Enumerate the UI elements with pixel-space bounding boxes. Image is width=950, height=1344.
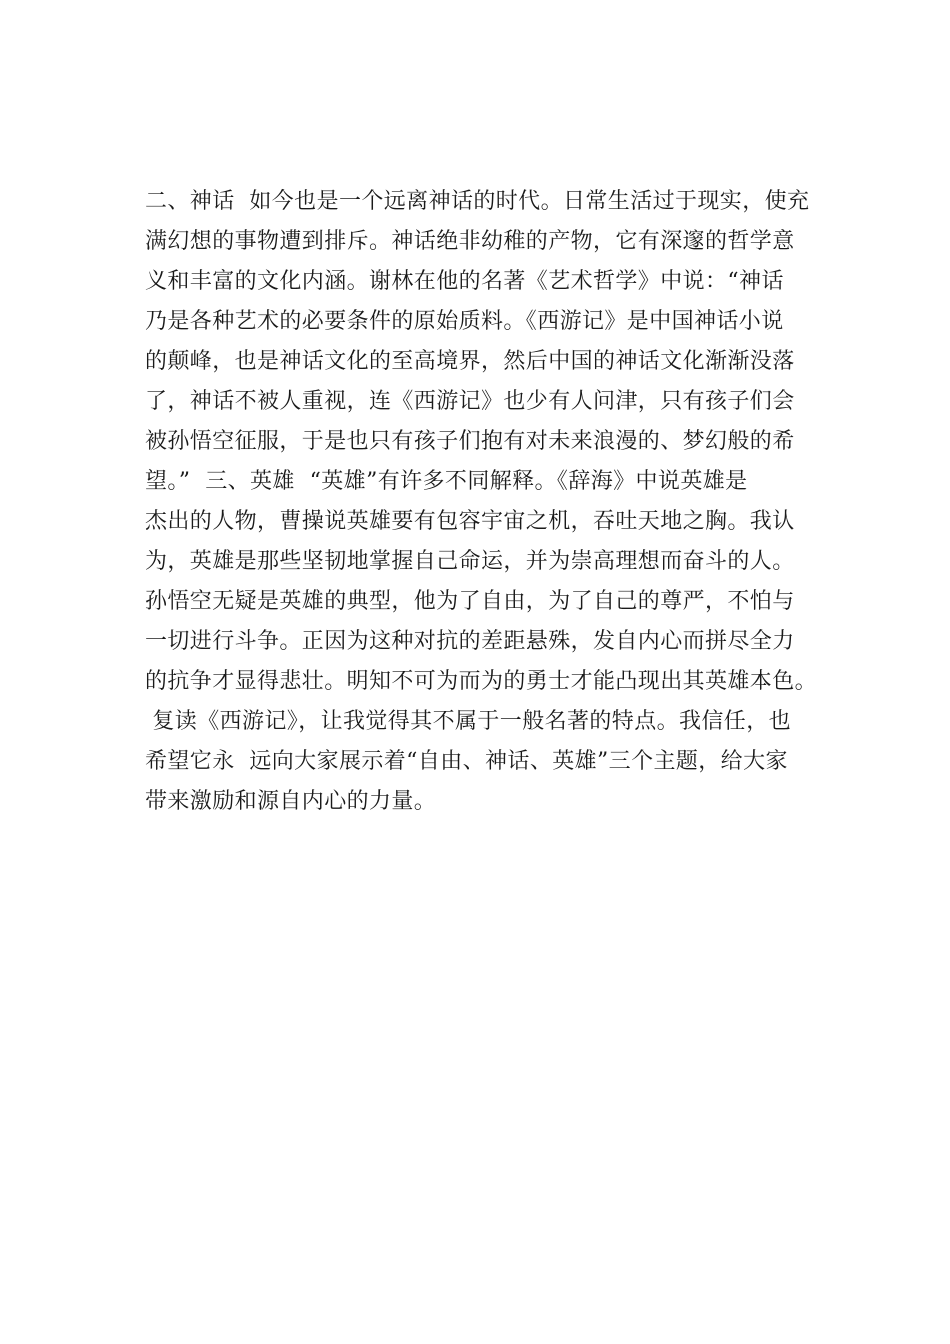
- text-line: 的抗争才显得悲壮。明知不可为而为的勇士才能凸现出其英雄本色。: [145, 669, 818, 694]
- text-line: 希望它永 远向大家展示着“自由、神话、英雄”三个主题，给大家: [145, 749, 788, 774]
- text-line: 一切进行斗争。正因为这种对抗的差距悬殊，发自内心而拼尽全力: [145, 629, 795, 654]
- text-line: 望。” 三、英雄 “英雄”有许多不同解释。《辞海》中说英雄是: [145, 469, 748, 494]
- text-line: 二、神话 如今也是一个远离神话的时代。日常生活过于现实，使充: [145, 189, 810, 214]
- text-line: 满幻想的事物遭到排斥。神话绝非幼稚的产物，它有深邃的哲学意: [145, 229, 795, 254]
- text-line: 杰出的人物，曹操说英雄要有包容宇宙之机，吞吐天地之胸。我认: [145, 509, 795, 534]
- text-line: 复读《西游记》，让我觉得其不属于一般名著的特点。我信任，也: [145, 709, 791, 734]
- text-line: 带来激励和源自内心的力量。: [145, 789, 437, 814]
- text-line: 为，英雄是那些坚韧地掌握自己命运，并为崇高理想而奋斗的人。: [145, 549, 795, 574]
- text-line: 孙悟空无疑是英雄的典型，他为了自由，为了自己的尊严，不怕与: [145, 589, 795, 614]
- text-line: 的颠峰，也是神话文化的至高境界，然后中国的神话文化渐渐没落: [145, 349, 795, 374]
- text-line: 义和丰富的文化内涵。谢林在他的名著《艺术哲学》中说：“神话: [145, 269, 784, 294]
- text-line: 了，神话不被人重视，连《西游记》也少有人问津，只有孩子们会: [145, 389, 795, 414]
- text-line: 乃是各种艺术的必要条件的原始质料。《西游记》是中国神话小说: [145, 309, 784, 334]
- text-line: 被孙悟空征服，于是也只有孩子们抱有对未来浪漫的、梦幻般的希: [145, 429, 795, 454]
- body-text: [145, 182, 825, 822]
